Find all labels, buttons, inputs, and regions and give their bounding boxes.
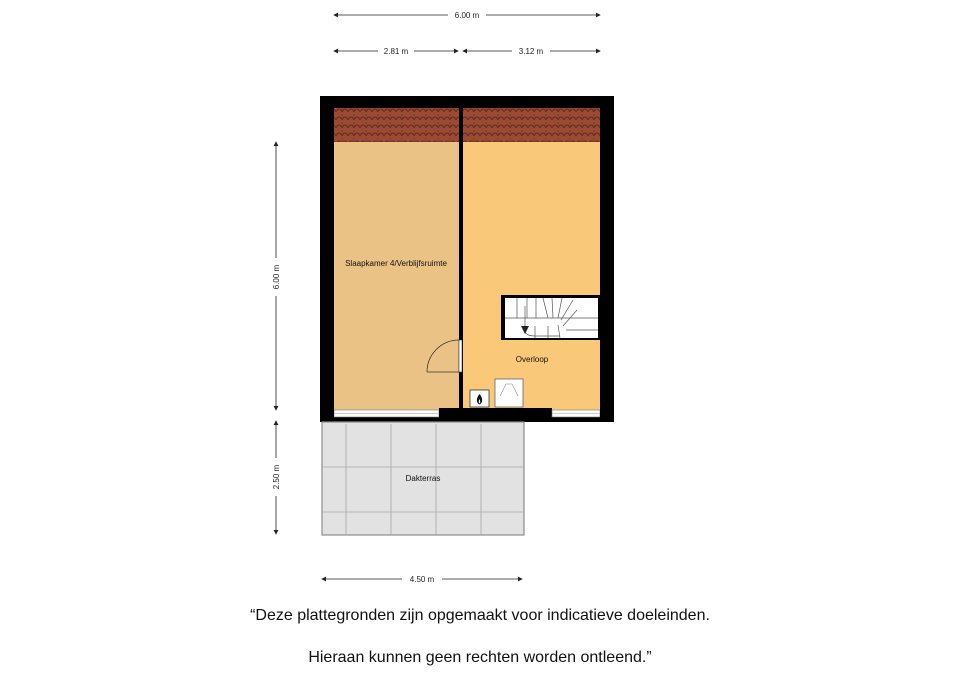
bedroom-floor (334, 142, 459, 410)
boiler (470, 390, 489, 407)
dimension-top-left-label: 2.81 m (383, 47, 409, 56)
bedroom-corner-wall (320, 408, 334, 422)
room-label-landing: Overloop (515, 355, 549, 364)
disclaimer-line-2: Hieraan kunnen geen rechten worden ontleend.” (308, 649, 652, 666)
dimension-top-total-label: 6.00 m (454, 11, 480, 20)
room-label-bedroom: Slaapkamer 4/Verblijfsruimte (345, 259, 447, 268)
roof-tiles-left (334, 108, 459, 142)
disclaimer-line-1: “Deze plattegronden zijn opgemaakt voor indicatieve doeleinden. (250, 607, 710, 624)
dimension-left-lower (272, 421, 281, 534)
dimension-left-upper-label: 6.00 m (272, 264, 281, 290)
washing-machine (495, 379, 523, 407)
dimension-top-right (463, 47, 600, 56)
bedroom-window (334, 410, 439, 417)
landing-floor (463, 142, 600, 410)
landing-window (552, 410, 600, 417)
roof-tiles-right (463, 108, 600, 142)
landing-corner-wall (600, 408, 614, 422)
dimension-bottom-label: 4.50 m (409, 575, 435, 584)
dimension-top-right-label: 3.12 m (518, 47, 544, 56)
dimension-left-upper (272, 142, 281, 410)
partition-wall-lower (459, 372, 463, 410)
dimension-top-left (334, 47, 458, 56)
dimension-left-lower-label: 2.50 m (272, 464, 281, 490)
bottom-wall-middle (439, 408, 552, 422)
partition-wall-upper (459, 108, 463, 340)
room-label-terrace: Dakterras (405, 474, 441, 483)
dimension-bottom (322, 575, 522, 584)
staircase (501, 295, 600, 340)
dimension-top-total (334, 11, 600, 20)
